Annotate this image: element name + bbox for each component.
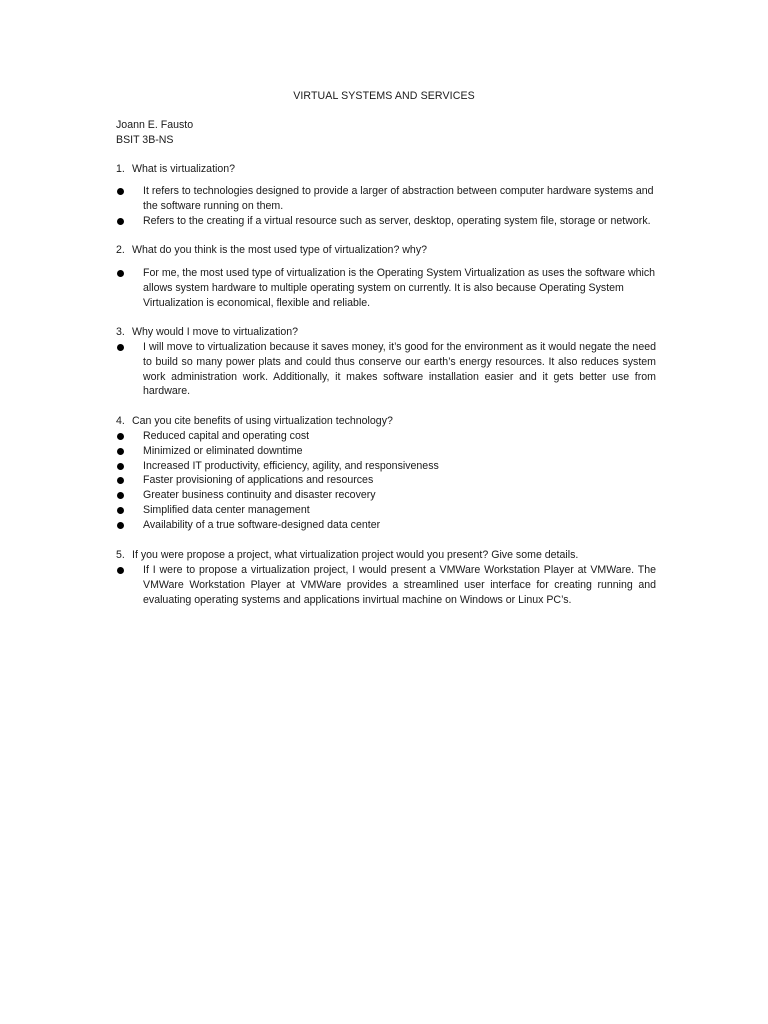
question-number: 2. [116,244,125,256]
list-item [116,214,656,229]
bullet-icon [117,270,124,277]
answer-list-3 [116,340,656,399]
answer-text: Increased IT productivity, efficiency, agility, and responsiveness [143,459,439,472]
bullet-icon [117,507,124,514]
bullet-icon [117,218,124,225]
bullet-icon [117,188,124,195]
document-title: VIRTUAL SYSTEMS AND SERVICES [293,90,475,102]
bullet-icon [117,522,124,529]
author-name: Joann E. Fausto [116,119,194,131]
bullet-icon [117,448,124,455]
list-item [116,488,656,503]
author-block [116,118,193,148]
list-item [116,563,656,607]
question-4 [116,414,656,429]
question-text: If you were propose a project, what virtualization project would you present? Give some details. [132,549,579,561]
bullet-icon [117,477,124,484]
question-number: 1. [116,163,125,175]
question-text: What is virtualization? [132,163,236,175]
question-5 [116,548,656,563]
answer-list-5 [116,563,656,607]
answer-list-2 [116,266,656,310]
answer-text: Simplified data center management [143,503,310,516]
answer-text: For me, the most used type of virtualization is the Operating System Virtualization as uses the software which allows system hardware to multiple operating system on currently. It is also because Operating System Virtualization is economical, flexible and reliable. [143,267,656,309]
question-text: Can you cite benefits of using virtualization technology? [132,415,393,427]
bullet-icon [117,567,124,574]
answer-text: If I were to propose a virtualization project, I would present a VMWare Workstation Player at VMWare. The VMWare Workstation Player at VMWare provides a streamlined user interface for creating running and evaluating operating systems and applications invirtual machine on Windows or Linux PC’s. [143,564,656,606]
list-item [116,444,656,459]
answer-list-1 [116,184,656,228]
list-item [116,429,656,444]
list-item [116,340,656,399]
list-item [116,503,656,518]
question-3 [116,325,656,340]
question-text: What do you think is the most used type of virtualization? why? [132,244,428,256]
list-item [116,518,656,533]
list-item [116,459,656,474]
answer-text: Faster provisioning of applications and resources [143,474,374,487]
answer-text: Availability of a true software-designed data center [143,518,381,531]
question-text: Why would I move to virtualization? [132,326,299,338]
list-item [116,184,656,214]
class-section: BSIT 3B-NS [116,133,174,146]
answer-text: Refers to the creating if a virtual resource such as server, desktop, operating system file, storage or network. [143,214,651,227]
bullet-icon [117,344,124,351]
list-item [116,473,656,488]
question-number: 5. [116,549,125,561]
answer-text: It refers to technologies designed to provide a larger of abstraction between computer hardware systems and the software running on them. [143,185,654,212]
question-1 [116,162,656,177]
question-number: 4. [116,415,125,427]
answer-list-4 [116,429,656,533]
answer-text: Reduced capital and operating cost [143,430,310,442]
list-item [116,266,656,310]
bullet-icon [117,463,124,470]
bullet-icon [117,492,124,499]
answer-text: Greater business continuity and disaster recovery [143,489,376,502]
answer-text: I will move to virtualization because it saves money, it’s good for the environment as it would negate the need to build so many power plats and could thus conserve our earth’s energy resources. It also reduces system work administration work. Additionally, it makes software installation easier and it gets better use from hardware. [143,341,656,398]
bullet-icon [117,433,124,440]
answer-text: Minimized or eliminated downtime [143,444,303,457]
question-number: 3. [116,326,125,338]
question-2 [116,243,656,258]
